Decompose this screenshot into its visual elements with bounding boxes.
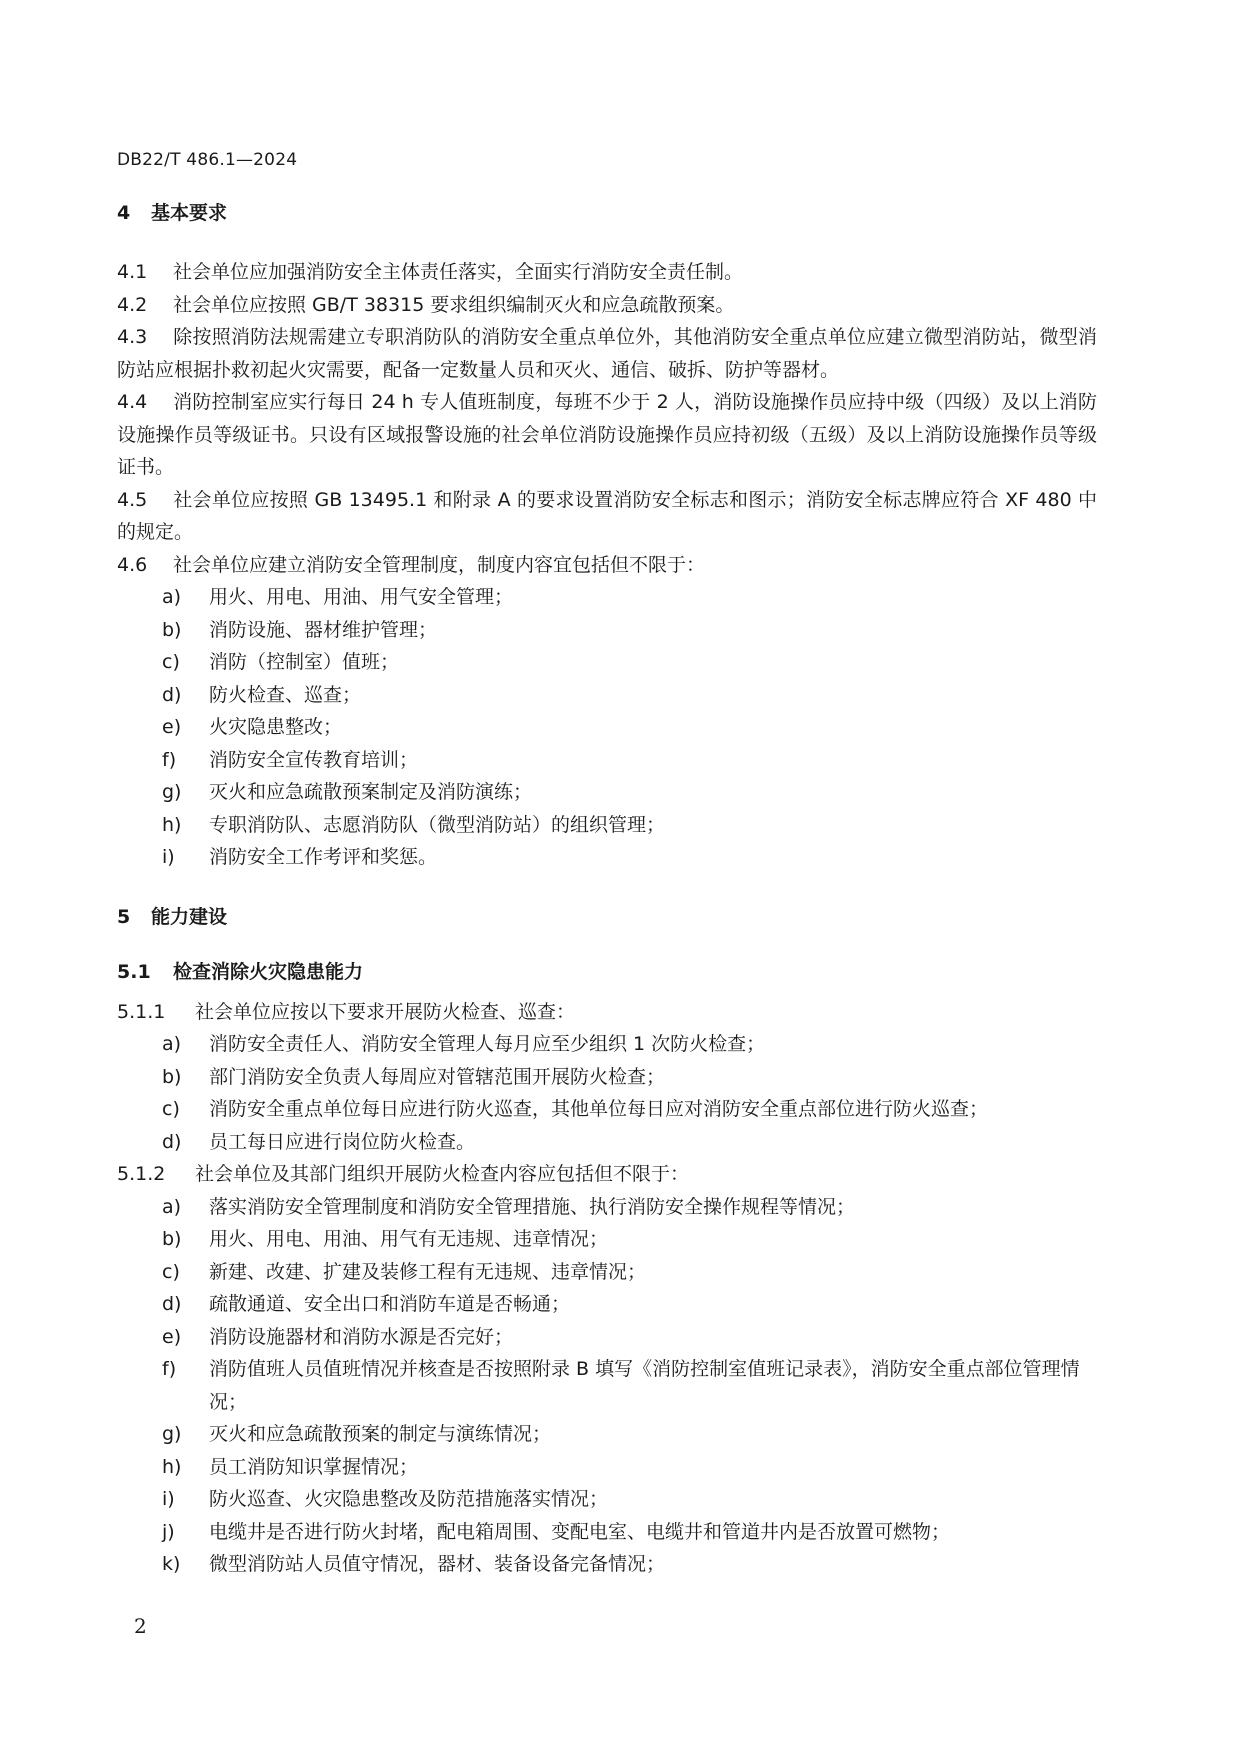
clause-number: 5.1.2	[117, 1163, 166, 1185]
section-number: 4	[117, 202, 131, 224]
section-5-heading	[117, 901, 1097, 933]
list-item-label: b)	[162, 618, 182, 641]
list-item-label: c)	[162, 651, 180, 673]
list-item	[117, 614, 1097, 647]
list-item-label: j)	[162, 1520, 175, 1543]
list-item-label: a)	[162, 1195, 182, 1218]
list-item-text: 消防安全责任人、消防安全管理人每月应至少组织 1 次防火检查；	[209, 1033, 766, 1055]
section-5-1-heading	[117, 956, 1097, 988]
clause-4-2	[117, 289, 1097, 322]
list-item-text: 用火、用电、用油、用气有无违规、违章情况；	[209, 1228, 609, 1250]
list-item-label: e)	[162, 716, 182, 738]
list-item	[117, 776, 1097, 809]
clause-number: 4.2	[117, 293, 148, 316]
list-item	[117, 1191, 1097, 1224]
list-item-text: 部门消防安全负责人每周应对管辖范围开展防火检查；	[209, 1065, 666, 1088]
list-item-label: c)	[162, 1260, 180, 1283]
section-title: 检查消除火灾隐患能力	[173, 960, 364, 983]
clause-5-1-1	[117, 996, 1097, 1029]
clause-number: 4.5	[117, 488, 148, 511]
list-item-label: f)	[162, 1358, 177, 1380]
clause-4-1	[117, 256, 1097, 289]
list-item	[117, 1321, 1097, 1354]
list-item	[117, 1548, 1097, 1581]
list-item	[117, 1288, 1097, 1321]
list-item-label: a)	[162, 586, 182, 608]
list-item-text: 防火巡查、火灾隐患整改及防范措施落实情况；	[209, 1488, 609, 1510]
list-item-label: g)	[162, 781, 182, 803]
list-item-text: 消防安全重点单位每日应进行防火巡查，其他单位每日应对消防安全重点部位进行防火巡查；	[209, 1098, 989, 1120]
list-item-label: d)	[162, 1293, 182, 1315]
list-item-label: i)	[162, 846, 175, 868]
list-item	[117, 809, 1097, 842]
list-item-text: 消防安全宣传教育培训；	[209, 748, 419, 771]
clause-text: 除按照消防法规需建立专职消防队的消防安全重点单位外，其他消防安全重点单位应建立微型消防站，微型消防站应根据扑救初起火灾需要，配备一定数量人员和灭火、通信、破拆、防护等器材。	[117, 326, 1097, 381]
list-item-label: h)	[162, 1455, 182, 1478]
clause-text: 社会单位应按以下要求开展防火检查、巡查：	[195, 1000, 576, 1023]
page-content	[117, 197, 1097, 1581]
list-item	[117, 1516, 1097, 1549]
list-item	[117, 1223, 1097, 1256]
section-title: 能力建设	[151, 905, 228, 928]
clause-number: 5.1.1	[117, 1000, 166, 1023]
list-item	[117, 581, 1097, 614]
list-item-label: a)	[162, 1033, 182, 1055]
list-item-text: 员工每日应进行岗位防火检查。	[209, 1130, 476, 1153]
list-item-label: h)	[162, 813, 182, 836]
list-item-label: b)	[162, 1065, 182, 1088]
clause-number: 4.4	[117, 391, 148, 413]
list-item-text: 灭火和应急疏散预案的制定与演练情况；	[209, 1423, 552, 1445]
clause-number: 4.6	[117, 553, 148, 576]
list-item-label: f)	[162, 748, 177, 771]
list-item-label: g)	[162, 1423, 182, 1445]
list-item	[117, 1451, 1097, 1484]
clause-4-4	[117, 386, 1097, 484]
list-item	[117, 1256, 1097, 1289]
clause-number: 4.1	[117, 261, 148, 283]
list-item	[117, 711, 1097, 744]
list-item-label: b)	[162, 1228, 182, 1250]
list-item-label: k)	[162, 1553, 181, 1575]
list-item-text: 员工消防知识掌握情况；	[209, 1455, 419, 1478]
list-item-label: d)	[162, 683, 182, 706]
clause-text: 社会单位应加强消防安全主体责任落实，全面实行消防安全责任制。	[173, 261, 744, 283]
standard-code-header: DB22/T 486.1—2024	[117, 150, 298, 170]
list-item	[117, 744, 1097, 777]
list-item	[117, 1483, 1097, 1516]
list-item-text: 疏散通道、安全出口和消防车道是否畅通；	[209, 1293, 571, 1315]
list-item	[117, 679, 1097, 712]
clause-4-3	[117, 321, 1097, 386]
list-item-label: c)	[162, 1098, 180, 1120]
list-item-text: 微型消防站人员值守情况，器材、装备设备完备情况；	[209, 1553, 666, 1575]
list-item-text: 防火检查、巡查；	[209, 683, 362, 706]
list-item	[117, 646, 1097, 679]
clause-text: 消防控制室应实行每日 24 h 专人值班制度，每班不少于 2 人，消防设施操作员应持中级（四级）及以上消防设施操作员等级证书。只设有区域报警设施的社会单位消防设施操作员应持初级（五级）及以上消防设施操作员等级证书。	[117, 391, 1097, 478]
clause-text: 社会单位应按照 GB/T 38315 要求组织编制灭火和应急疏散预案。	[173, 293, 735, 316]
page-number: 2	[134, 1614, 147, 1638]
list-item-text: 火灾隐患整改；	[209, 716, 343, 738]
list-item-text: 用火、用电、用油、用气安全管理；	[209, 586, 514, 608]
list-item	[117, 841, 1097, 874]
list-item-text: 消防值班人员值班情况并核查是否按照附录 B 填写《消防控制室值班记录表》，消防安全重点部位管理情况；	[209, 1358, 1080, 1413]
list-item-label: d)	[162, 1130, 182, 1153]
list-item-text: 新建、改建、扩建及装修工程有无违规、违章情况；	[209, 1260, 647, 1283]
list-item	[117, 1418, 1097, 1451]
section-number: 5.1	[117, 960, 151, 983]
list-item-text: 消防（控制室）值班；	[209, 651, 400, 673]
list-item	[117, 1353, 1097, 1418]
list-5-1-1	[117, 1028, 1097, 1158]
clause-4-6	[117, 549, 1097, 582]
list-5-1-2	[117, 1191, 1097, 1581]
clause-number: 4.3	[117, 326, 148, 348]
clause-text: 社会单位应建立消防安全管理制度，制度内容宜包括但不限于：	[173, 553, 706, 576]
list-item	[117, 1126, 1097, 1159]
list-item-label: e)	[162, 1325, 182, 1348]
list-item-text: 专职消防队、志愿消防队（微型消防站）的组织管理；	[209, 813, 666, 836]
list-item-label: i)	[162, 1488, 175, 1510]
list-item-text: 消防设施器材和消防水源是否完好；	[209, 1325, 514, 1348]
section-4-heading	[117, 197, 1097, 229]
list-item-text: 消防设施、器材维护管理；	[209, 618, 438, 641]
clause-text: 社会单位应按照 GB 13495.1 和附录 A 的要求设置消防安全标志和图示；消防安全标志牌应符合 XF 480 中的规定。	[117, 488, 1097, 543]
list-item	[117, 1093, 1097, 1126]
list-4-6	[117, 581, 1097, 874]
section-title: 基本要求	[151, 202, 228, 224]
list-item-text: 落实消防安全管理制度和消防安全管理措施、执行消防安全操作规程等情况；	[209, 1195, 856, 1218]
list-item-text: 灭火和应急疏散预案制定及消防演练；	[209, 781, 533, 803]
list-item	[117, 1028, 1097, 1061]
list-item	[117, 1061, 1097, 1094]
list-item-text: 电缆井是否进行防火封堵，配电箱周围、变配电室、电缆井和管道井内是否放置可燃物；	[209, 1520, 951, 1543]
list-item-text: 消防安全工作考评和奖惩。	[209, 846, 438, 868]
section-number: 5	[117, 905, 131, 928]
clause-4-5	[117, 484, 1097, 549]
clause-text: 社会单位及其部门组织开展防火检查内容应包括但不限于：	[195, 1163, 690, 1185]
clause-5-1-2	[117, 1158, 1097, 1191]
